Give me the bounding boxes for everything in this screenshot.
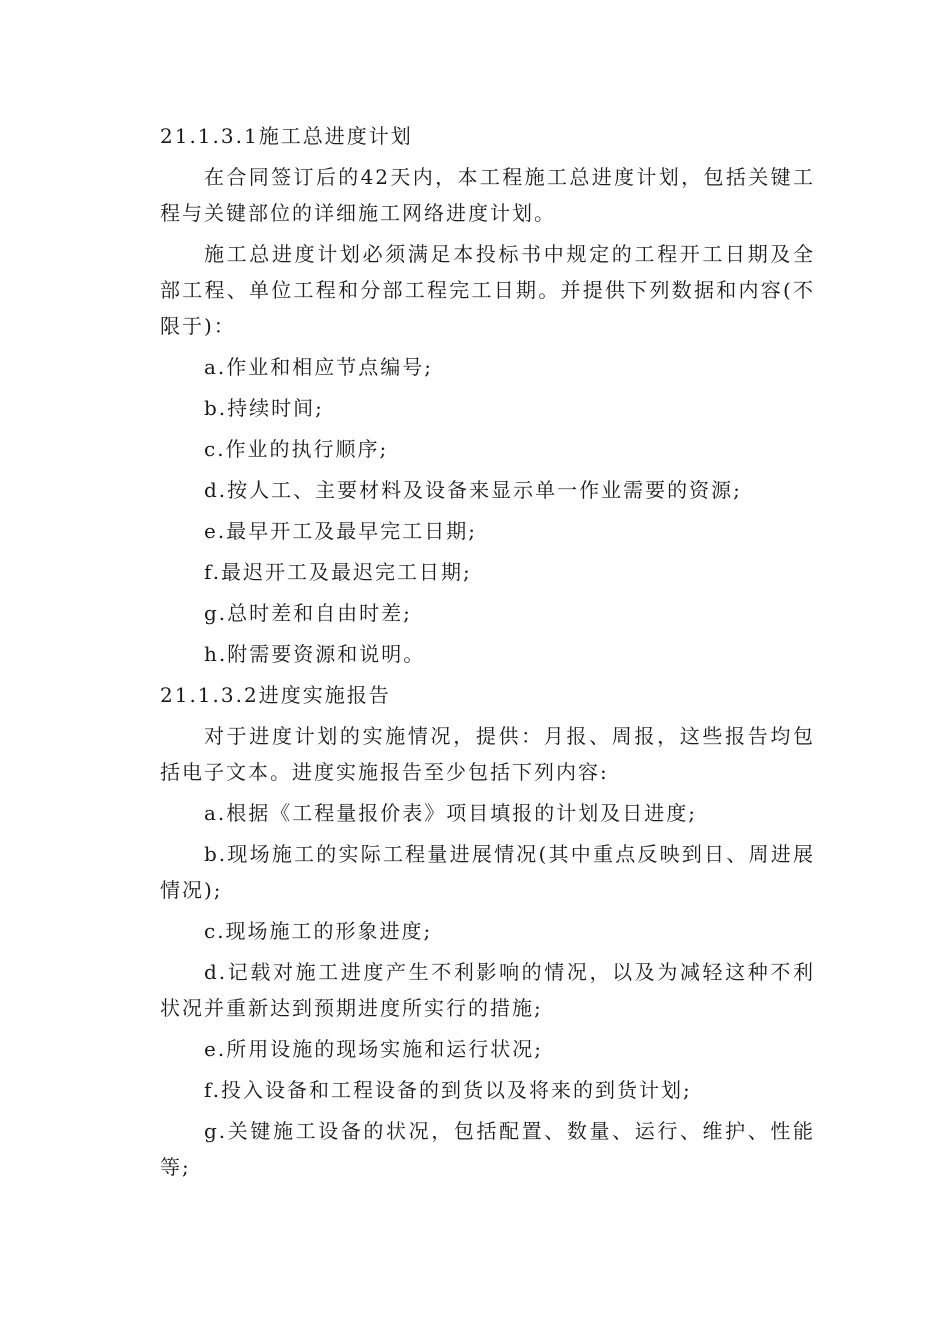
paragraph-schedule-requirements: 施工总进度计划必须满足本投标书中规定的工程开工日期及全部工程、单位工程和分部工程完工日期。并提供下列数据和内容(不限于)：: [160, 242, 815, 338]
list-item: a.作业和相应节点编号;: [204, 355, 434, 379]
list-item: h.附需要资源和说明。: [204, 642, 426, 666]
document-body: [160, 118, 815, 1190]
list-item: g.总时差和自由时差;: [204, 601, 412, 625]
paragraph-contract-schedule: 在合同签订后的42天内，本工程施工总进度计划，包括关键工程与关键部位的详细施工网络进度计划。: [160, 165, 815, 225]
list-item: f.最迟开工及最迟完工日期;: [204, 560, 472, 584]
list-item: d.记载对施工进度产生不利影响的情况，以及为减轻这种不利状况并重新达到预期进度所实行的措施;: [160, 960, 815, 1020]
list-item: e.所用设施的现场实施和运行状况;: [204, 1037, 543, 1061]
list-item: c.现场施工的形象进度;: [204, 919, 433, 943]
list-item: g.关键施工设备的状况，包括配置、数量、运行、维护、性能等;: [160, 1119, 815, 1179]
list-item: c.作业的执行顺序;: [204, 437, 389, 461]
list-item: a.根据《工程量报价表》项目填报的计划及日进度;: [204, 801, 698, 825]
list-item: b.持续时间;: [204, 396, 324, 420]
list-item: b.现场施工的实际工程量进展情况(其中重点反映到日、周进展情况);: [160, 842, 815, 902]
list-item: f.投入设备和工程设备的到货以及将来的到货计划;: [204, 1078, 692, 1102]
section-heading-progress-report: 21.1.3.2进度实施报告: [160, 683, 391, 707]
section-heading-total-schedule: 21.1.3.1施工总进度计划: [160, 124, 413, 148]
list-item: d.按人工、主要材料及设备来显示单一作业需要的资源;: [204, 478, 742, 502]
list-item: e.最早开工及最早完工日期;: [204, 519, 477, 543]
paragraph-progress-report: 对于进度计划的实施情况，提供：月报、周报，这些报告均包括电子文本。进度实施报告至少包括下列内容:: [160, 724, 815, 784]
